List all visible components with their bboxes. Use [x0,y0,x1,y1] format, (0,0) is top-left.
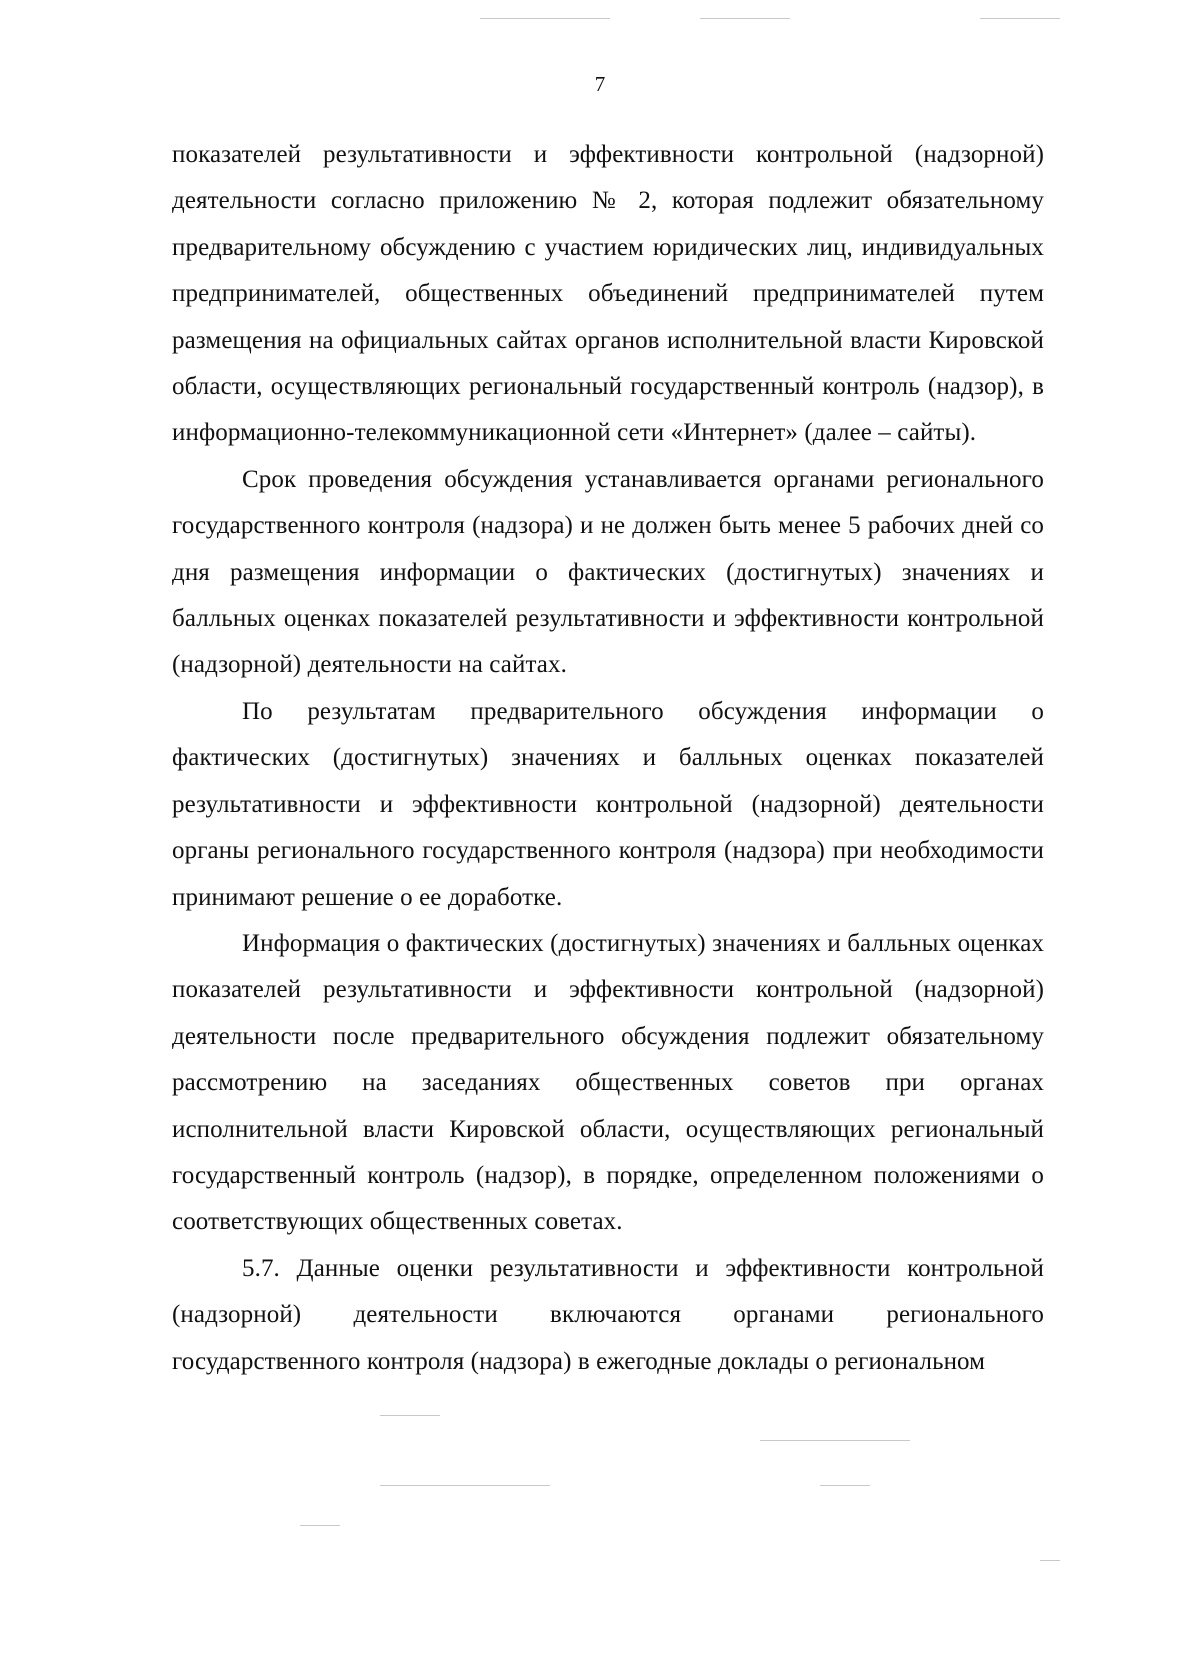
scan-artifact [980,18,1060,19]
document-body [172,132,1044,1385]
paragraph-section-5-7: 5.7. Данные оценки результативности и эффективности контрольной (надзорной) деятельности включаются органами регионального государственного контроля (надзора) в ежегодные доклады о региональном [172,1254,1044,1375]
paragraph-discussion-period: Срок проведения обсуждения устанавливается органами регионального государственного контроля (надзора) и не должен быть менее 5 рабочих дней со дня размещения информации о фактических (достигнутых) значениях и балльных оценках показателей результативности и эффективности контрольной (надзорной) деятельности на сайтах. [172,465,1044,679]
page-number: 7 [594,72,606,96]
scan-artifact [760,1440,910,1441]
scan-artifact [480,18,610,19]
paragraph-public-councils: Информация о фактических (достигнутых) значениях и балльных оценках показателей результативности и эффективности контрольной (надзорной) деятельности после предварительного обсуждения подлежит обязательному рассмотрению на заседаниях общественных советов при органах исполнительной власти Кировской области, осуществляющих региональный государственный контроль (надзор), в порядке, определенном положениями о соответствующих общественных советах. [172,929,1044,1236]
scan-artifact [380,1485,550,1486]
scan-artifact [820,1485,870,1486]
scan-artifact [1040,1560,1060,1561]
scan-artifact [300,1525,340,1526]
paragraph-discussion-results: По результатам предварительного обсуждения информации о фактических (достигнутых) значениях и балльных оценках показателей результативности и эффективности контрольной (надзорной) деятельности органы регионального государственного контроля (надзора) при необходимости принимают решение о ее доработке. [172,697,1044,911]
scan-artifact [700,18,790,19]
paragraph-continuation: показателей результативности и эффективности контрольной (надзорной) деятельности согласно приложению № 2, которая подлежит обязательному предварительному обсуждению с участием юридических лиц, индивидуальных предпринимателей, общественных объединений предпринимателей путем размещения на официальных сайтах органов исполнительной власти Кировской области, осуществляющих региональный государственный контроль (надзор), в информационно-телекоммуникационной сети «Интернет» (далее – сайты). [172,141,1044,447]
scan-artifact [380,1415,440,1416]
